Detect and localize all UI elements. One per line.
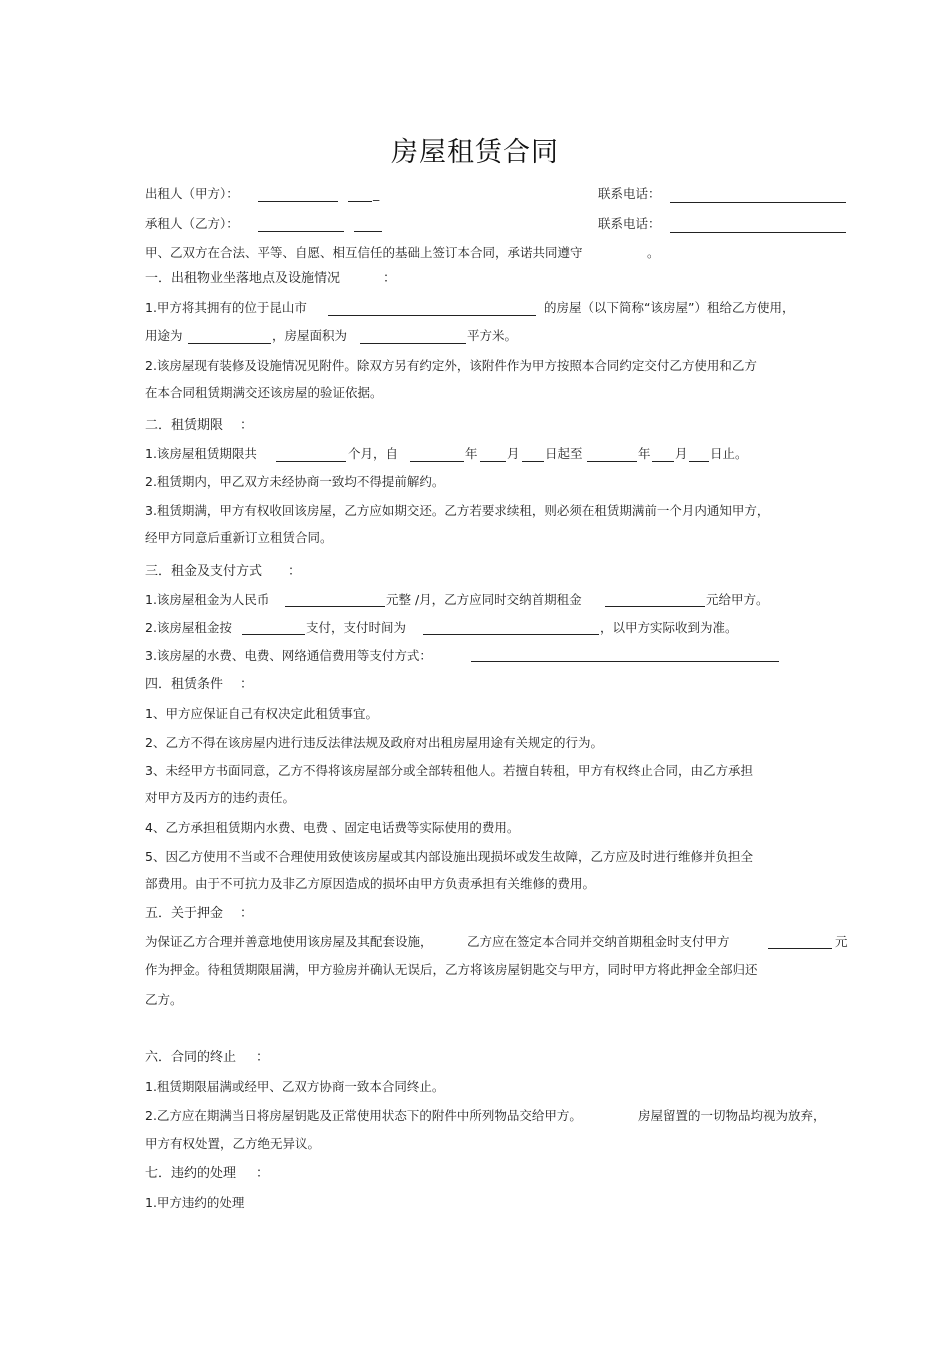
s2-p1a: 1.该房屋租赁期限共 (145, 446, 257, 461)
s2-p1b: 个月，自 (348, 446, 399, 461)
section-5-heading: 五．关于押金 (145, 906, 224, 921)
section-1-heading: 一．出租物业坐落地点及设施情况 (145, 271, 341, 286)
section-6-heading: 六．合同的终止 (145, 1050, 237, 1065)
lessor-blank-tail: _ (373, 186, 380, 201)
lessor-name-blank (258, 201, 338, 202)
start-month-blank (480, 461, 506, 462)
section-2-heading: 二．租赁期限 (145, 418, 224, 433)
s3-p1a: 1.该房屋租金为人民币 (145, 592, 270, 607)
s6-p2c: 甲方有权处置，乙方绝无异议。 (145, 1136, 321, 1151)
s4-p2: 2、乙方不得在该房屋内进行违反法律法规及政府对出租房屋用途有关规定的行为。 (145, 735, 603, 750)
s4-p5b: 部费用。由于不可抗力及非乙方原因造成的损坏由甲方负责承担有关维修的费用。 (145, 876, 596, 891)
s4-p1: 1、甲方应保证自己有权决定此租赁事宜。 (145, 706, 378, 721)
section-7-colon: ： (256, 1166, 270, 1181)
lessor-label: 出租人（甲方）： (145, 186, 239, 201)
intro-text: 甲、乙双方在合法、平等、自愿、相互信任的基础上签订本合同，承诺共同遵守 (145, 245, 583, 260)
s3-p2c: ，以甲方实际收到为准。 (600, 620, 738, 635)
s2-p3b: 经甲方同意后重新订立租赁合同。 (145, 530, 333, 545)
s1-p2b: 在本合同租赁期满交还该房屋的验证依据。 (145, 385, 383, 400)
rent-amount-blank (285, 606, 385, 607)
s1-p1d: ，房屋面积为 (272, 328, 348, 343)
s2-p1e: 日起至 (545, 446, 583, 461)
section-4-heading: 四．租赁条件 (145, 677, 224, 692)
deposit-blank (768, 948, 832, 949)
s2-p1g: 月 (675, 446, 688, 461)
s2-p2: 2.租赁期内，甲乙双方未经协商一致均不得提前解约。 (145, 474, 445, 489)
section-3-heading: 三．租金及支付方式 (145, 564, 263, 579)
s3-p2a: 2.该房屋租金按 (145, 620, 232, 635)
s2-p1f: 年 (638, 446, 651, 461)
section-4-colon: ： (240, 677, 254, 692)
lessee-label: 承租人（乙方）： (145, 216, 239, 231)
lessor-name-blank-2 (348, 201, 372, 202)
s5-p1c: 元 (835, 934, 848, 949)
utility-payment-blank (471, 661, 779, 662)
s2-p1h: 日止。 (710, 446, 748, 461)
s3-p3: 3.该房屋的水费、电费、网络通信费用等支付方式： (145, 648, 432, 663)
s1-p1b: 的房屋（以下简称“该房屋”）租给乙方使用， (544, 300, 795, 315)
document-title: 房屋租赁合同 (391, 137, 559, 168)
s1-p2a: 2.该房屋现有装修及设施情况见附件。除双方另有约定外，该附件作为甲方按照本合同约定交付乙方使用和乙方 (145, 358, 757, 373)
s1-p1e: 平方米。 (467, 328, 518, 343)
section-7-heading: 七．违约的处理 (145, 1166, 237, 1181)
end-month-blank (652, 461, 674, 462)
s2-p1c: 年 (465, 446, 478, 461)
area-blank (360, 343, 466, 344)
start-day-blank (522, 461, 544, 462)
end-year-blank (587, 461, 637, 462)
section-2-colon: ： (240, 418, 254, 433)
s2-p3a: 3.租赁期满，甲方有权收回该房屋，乙方应如期交还。乙方若要求续租，则必须在租赁期满前一个月内通知甲方， (145, 503, 770, 518)
s5-p2: 作为押金。待租赁期限届满，甲方验房并确认无误后，乙方将该房屋钥匙交与甲方，同时甲方将此押金全部归还 (145, 962, 758, 977)
intro-period: 。 (647, 245, 660, 260)
s5-p3: 乙方。 (145, 992, 183, 1007)
first-rent-blank (605, 606, 705, 607)
lessee-name-blank (258, 231, 344, 232)
months-blank (276, 461, 346, 462)
payment-time-blank (423, 634, 599, 635)
s2-p1d: 月 (507, 446, 520, 461)
start-year-blank (410, 461, 464, 462)
location-blank (328, 315, 536, 316)
s3-p2b: 支付，支付时间为 (306, 620, 407, 635)
s1-p1c: 用途为 (145, 328, 183, 343)
s4-p3a: 3、未经甲方书面同意，乙方不得将该房屋部分或全部转租他人。若擅自转租，甲方有权终止合同，由乙方承担 (145, 763, 753, 778)
lessee-name-blank-2 (354, 231, 382, 232)
s3-p1b: 元整 /月，乙方应同时交纳首期租金 (386, 592, 582, 607)
s4-p5a: 5、因乙方使用不当或不合理使用致使该房屋或其内部设施出现损坏或发生故障，乙方应及时进行维修并负担全 (145, 849, 753, 864)
s7-p1: 1.甲方违约的处理 (145, 1195, 245, 1210)
phone-label-2: 联系电话： (598, 216, 661, 231)
s1-p1a: 1.甲方将其拥有的位于昆山市 (145, 300, 307, 315)
s5-p1a: 为保证乙方合理并善意地使用该房屋及其配套设施， (145, 934, 433, 949)
payment-cycle-blank (242, 634, 305, 635)
section-5-colon: ： (240, 906, 254, 921)
section-3-colon: ： (288, 564, 302, 579)
section-6-colon: ： (256, 1050, 270, 1065)
s4-p4: 4、乙方承担租赁期内水费、电费 、固定电话费等实际使用的费用。 (145, 820, 520, 835)
s3-p1c: 元给甲方。 (706, 592, 769, 607)
s6-p2a: 2.乙方应在期满当日将房屋钥匙及正常使用状态下的附件中所列物品交给甲方。 (145, 1108, 582, 1123)
s6-p1: 1.租赁期限届满或经甲、乙双方协商一致本合同终止。 (145, 1079, 445, 1094)
phone-blank-1 (670, 202, 846, 203)
s5-p1b: 乙方应在签定本合同并交纳首期租金时支付甲方 (467, 934, 730, 949)
phone-blank-2 (670, 232, 846, 233)
phone-label-1: 联系电话： (598, 186, 661, 201)
end-day-blank (689, 461, 709, 462)
s6-p2b: 房屋留置的一切物品均视为放弃， (638, 1108, 826, 1123)
s4-p3b: 对甲方及丙方的违约责任。 (145, 790, 296, 805)
usage-blank (188, 343, 271, 344)
section-1-colon: ： (383, 271, 397, 286)
